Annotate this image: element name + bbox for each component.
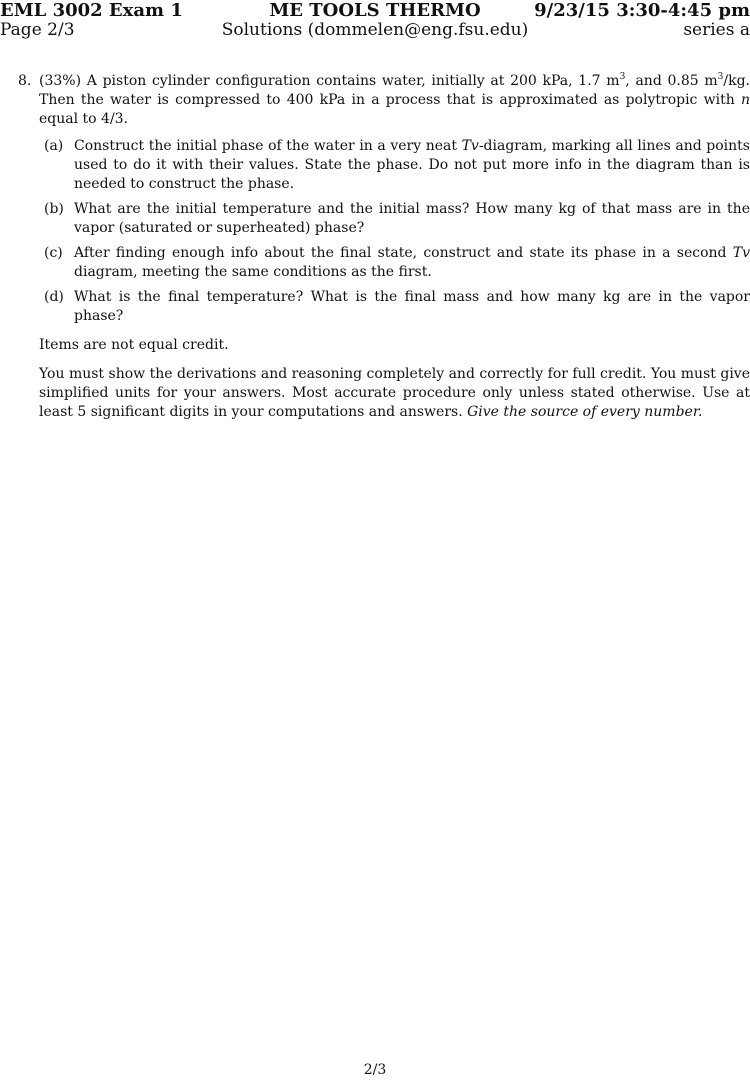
part-text: -diagram, marking all lines and points used to do it with their values. State the phase. Do not put more info in the diagram than is needed to construct the phase. xyxy=(74,138,750,192)
part-text: What are the initial temperature and the initial mass? How many kg of that mass are in the vapor (saturated or superheated) phase? xyxy=(74,201,750,236)
variable-n: n xyxy=(740,92,750,108)
exponent: 3 xyxy=(619,72,626,82)
credit-note: Items are not equal credit. xyxy=(39,337,229,353)
problem-parts xyxy=(18,137,750,326)
page-number: 2/3 xyxy=(363,1062,387,1078)
part-text: After finding enough info about the final state, construct and state its phase in a second xyxy=(74,245,733,261)
course-code: EML 3002 Exam 1 xyxy=(0,0,183,21)
statement-text: equal to 4/3. xyxy=(39,111,129,127)
part-text: What is the final temperature? What is the final mass and how many kg are in the vapor phase? xyxy=(74,289,750,324)
statement-text: , and 0.85 m xyxy=(625,73,718,89)
exponent: 3 xyxy=(717,72,724,82)
instructions-text: You must show the derivations and reasoning completely and correctly for full credit. You must give simplified units for your answers. Most accurate procedure only unless stated otherwise. Use at least 5 significant digits in your computations and answers. xyxy=(39,366,750,420)
tv-symbol: Tv xyxy=(732,245,750,261)
part-b xyxy=(18,200,750,238)
source-instruction: Give the source of every number. xyxy=(467,404,703,420)
statement-text: (33%) A piston cylinder configuration contains water, initially at 200 kPa, 1.7 m xyxy=(39,73,620,89)
statement-text: /kg. Then the water is compressed to 400 kPa in a process that is approximated as polytropic with xyxy=(39,73,750,108)
problem-statement xyxy=(39,72,750,129)
exam-date-time: 9/23/15 3:30-4:45 pm xyxy=(534,0,750,21)
part-text: diagram, meeting the same conditions as the first. xyxy=(74,264,432,280)
part-c xyxy=(18,244,750,282)
tv-symbol: Tv xyxy=(461,138,479,154)
part-label: (d) xyxy=(44,289,64,305)
instructions-note xyxy=(39,365,750,422)
exam-title: ME TOOLS THERMO xyxy=(269,0,481,21)
part-a xyxy=(18,137,750,194)
part-label: (c) xyxy=(44,245,63,261)
page-header xyxy=(0,0,750,44)
problem-8 xyxy=(18,72,750,422)
part-label: (a) xyxy=(44,138,64,154)
problem-number: 8. xyxy=(18,73,32,89)
page-indicator: Page 2/3 xyxy=(0,20,75,40)
series-label: series a xyxy=(683,20,750,40)
part-text: Construct the initial phase of the water in a very neat xyxy=(74,138,462,154)
solutions-contact: Solutions (dommelen@eng.fsu.edu) xyxy=(221,20,529,40)
part-label: (b) xyxy=(44,201,64,217)
part-d xyxy=(18,288,750,326)
